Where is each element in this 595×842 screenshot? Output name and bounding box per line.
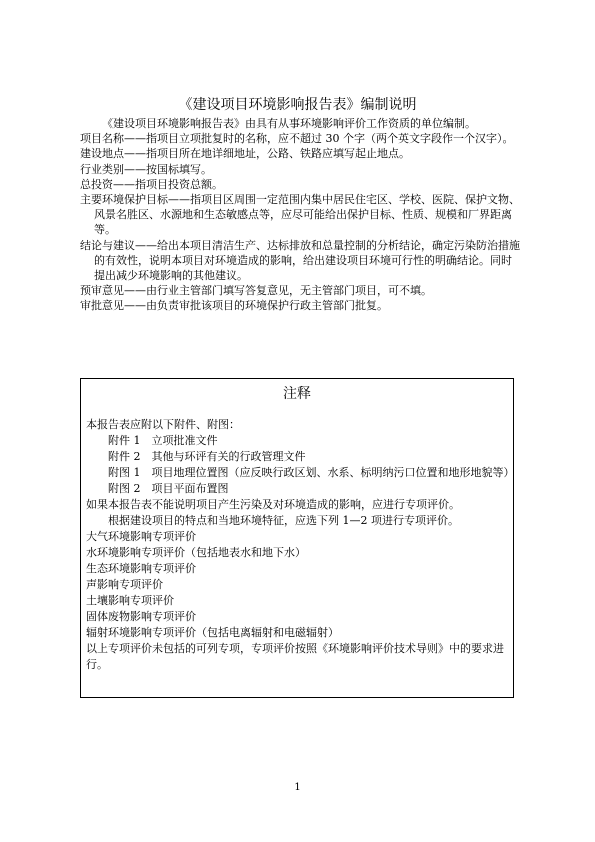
special-evaluation-item: 生态环境影响专项评价	[86, 562, 196, 575]
notes-box	[80, 378, 514, 698]
notes-title: 注释	[283, 386, 311, 402]
notes-closing: 以上专项评价未包括的可列专项，专项评价按照《环境影响评价技术导则》中的要求进行。	[86, 642, 504, 671]
special-evaluation-rule: 根据建设项目的特点和当地环境特征，应选下列 1—2 项进行专项评价。	[108, 514, 459, 527]
special-evaluation-item: 水环境影响专项评价（包括地表水和地下水）	[86, 546, 306, 559]
intro-item-protection-targets: 主要环境保护目标——指项目区周围一定范围内集中居民住宅区、学校、医院、保护文物、风景名胜区、水源地和生态敏感点等，应尽可能给出保护目标、性质、规模和厂界距离等。	[80, 193, 520, 237]
special-evaluation-item: 固体废物影响专项评价	[86, 610, 196, 623]
special-evaluation-item: 辐射环境影响专项评价（包括电离辐射和电磁辐射）	[86, 626, 339, 639]
intro-item-pre-review: 预审意见——由行业主管部门填写答复意见，无主管部门项目，可不填。	[80, 284, 432, 298]
special-evaluation-intro: 如果本报告表不能说明项目产生污染及对环境造成的影响，应进行专项评价。	[86, 498, 460, 511]
page-number: 1	[294, 782, 301, 793]
intro-item-approval: 审批意见——由负责审批该项目的环境保护行政主管部门批复。	[80, 299, 388, 313]
special-evaluation-item: 大气环境影响专项评价	[86, 530, 196, 543]
intro-item-location: 建设地点——指项目所在地详细地址，公路、铁路应填写起止地点。	[80, 147, 410, 161]
intro-lead: 《建设项目环境影响报告表》由具有从事环境影响评价工作资质的单位编制。	[102, 117, 476, 130]
attachment-item: 附件 2 其他与环评有关的行政管理文件	[108, 450, 306, 463]
intro-item-project-name: 项目名称——指项目立项批复时的名称，应不超过 30 个字（两个英文字段作一个汉字）。	[80, 132, 514, 146]
special-evaluation-item: 声影响专项评价	[86, 578, 163, 591]
intro-item-industry: 行业类别——按国标填写。	[80, 162, 212, 176]
intro-item-conclusion: 结论与建议——给出本项目清洁生产、达标排放和总量控制的分析结论，确定污染防治措施的有效性，说明本项目对环境造成的影响，给出建设项目环境可行性的明确结论。同时提出减少环境影响的其他建议。	[80, 238, 520, 283]
notes-intro-line: 本报告表应附以下附件、附图：	[86, 418, 240, 431]
intro-section	[80, 116, 520, 314]
special-evaluation-item: 土壤影响专项评价	[86, 594, 174, 607]
intro-item-investment: 总投资——指项目投资总额。	[80, 177, 223, 191]
attachment-item: 附件 1 立项批准文件	[108, 434, 218, 447]
notes-body	[86, 417, 515, 673]
document-title: 《建设项目环境影响报告表》编制说明	[178, 97, 417, 113]
attachment-item: 附图 1 项目地理位置图（应反映行政区划、水系、标明纳污口位置和地形地貌等）	[108, 466, 515, 479]
attachment-item: 附图 2 项目平面布置图	[108, 482, 229, 495]
